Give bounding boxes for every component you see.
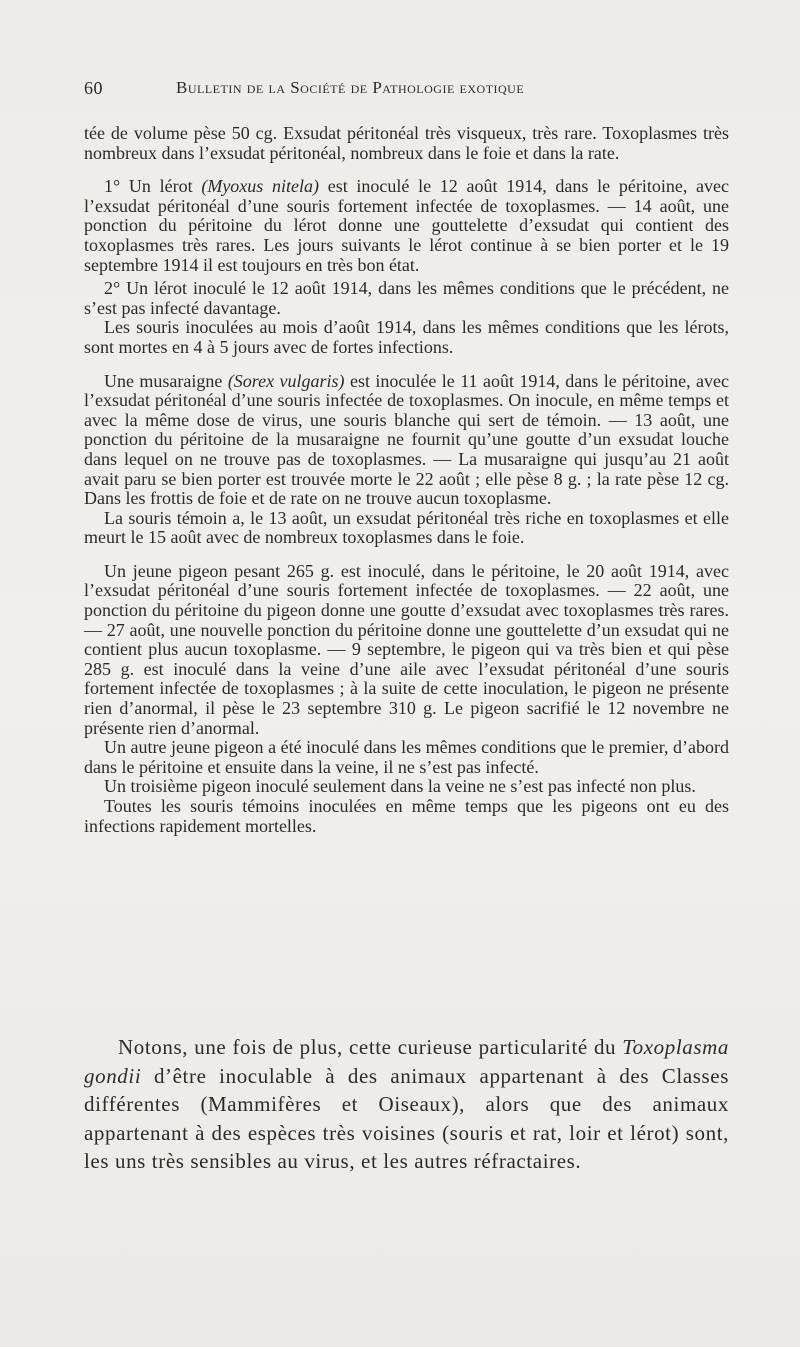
species-name-lerot: (Myoxus nitela) [201,176,319,197]
conclusion-rest: d’être inoculable à des animaux appartenant à des Classes différentes (Mammifères et Oiseaux), alors que des animaux appartenant à des espèces très voisines (souris et rat, loir et lérot) sont, les uns très sensibles au virus, et les autres réfractaires. [84,1063,729,1173]
paragraph-2-rest: est inoculé le 12 août 1914, dans le péritoine, avec l’exsudat péritonéal d’une souris fortement infectée de toxoplasmes. — 14 août, une ponction du péritoine du lérot donne une gouttelette d’exsudat qui contient des toxoplasmes très rares. Les jours suivants le lérot continue à se bien porter et le 19 septembre 1914 il est toujours en très bon état. [84,176,729,275]
page-number: 60 [84,78,103,98]
paragraph-1: tée de volume pèse 50 cg. Exsudat péritonéal très visqueux, très rare. Toxoplasmes très nombreux dans l’exsudat péritonéal, nombreux dans le foie et dans la rate. [84,123,729,163]
body-text [84,124,729,836]
paragraph-2-prefix: 1° Un lérot [104,176,202,197]
conclusion-text [84,1033,729,1176]
paragraph-5-prefix: Une musaraigne [104,370,228,391]
species-name-musaraigne: (Sorex vulgaris) [227,370,345,391]
running-head: Bulletin de la Société de Pathologie exotique [176,78,525,97]
paragraph-10: Toutes les souris témoins inoculées en même temps que les pigeons ont eu des infections rapidement mortelles. [84,796,729,836]
paragraph-7: Un jeune pigeon pesant 265 g. est inoculé, dans le péritoine, le 20 août 1914, avec l’exsudat péritonéal d’une souris fortement infectée de toxoplasmes. — 22 août, une ponction du péritoine du pigeon donne une goutte d’exsudat avec toxoplasmes très rares. — 27 août, une nouvelle ponction du péritoine donne une gouttelette d’un exsudat qui ne contient plus aucun toxoplasme. — 9 septembre, le pigeon qui va très bien et qui pèse 285 g. est inoculé dans la veine d’une aile avec l’exsudat péritonéal d’une souris fortement infectée de toxoplasmes ; à la suite de cette inoculation, le pigeon ne présente rien d’anormal, il pèse le 23 septembre 310 g. Le pigeon sacrifié le 12 novembre ne présente rien d’anormal. [84,560,729,738]
paragraph-4: Les souris inoculées au mois d’août 1914, dans les mêmes conditions que les lérots, sont mortes en 4 à 5 jours avec de fortes infections. [84,317,729,357]
conclusion-prefix: Notons, une fois de plus, cette curieuse particularité du [118,1035,623,1059]
paragraph-2 [84,177,729,275]
paragraph-6: La souris témoin a, le 13 août, un exsudat péritonéal très riche en toxoplasmes et elle meurt le 15 août avec de nombreux toxoplasmes dans le foie. [84,507,729,548]
species-name-toxoplasma: Toxoplasma gondii [84,1035,729,1088]
paragraph-3: 2° Un lérot inoculé le 12 août 1914, dans les mêmes conditions que le précédent, ne s’est pas infecté davantage. [84,278,729,318]
paragraph-8: Un autre jeune pigeon a été inoculé dans les mêmes conditions que le premier, d’abord dans le péritoine et ensuite dans la veine, il ne s’est pas infecté. [84,737,729,777]
paragraph-5 [84,372,729,509]
paragraph-9: Un troisième pigeon inoculé seulement dans la veine ne s’est pas infecté non plus. [104,776,696,797]
page-header [84,74,734,104]
paragraph-5-rest: est inoculée le 11 août 1914, dans le péritoine, avec l’exsudat péritonéal d’une souris infectée de toxoplasmes. On inocule, en même temps et avec la même dose de virus, une souris blanche qui sert de témoin. — 13 août, une ponction du péritoine de la musaraigne ne fournit qu’une goutte d’un exsudat louche dans lequel on ne trouve pas de toxoplasmes. — La musaraigne qui jusqu’au 21 août avait paru se bien porter est trouvée morte le 22 août ; elle pèse 8 g. ; la rate pèse 12 cg. Dans les frottis de foie et de rate on ne trouve aucun toxoplasme. [84,370,729,509]
conclusion-paragraph [84,1033,729,1176]
